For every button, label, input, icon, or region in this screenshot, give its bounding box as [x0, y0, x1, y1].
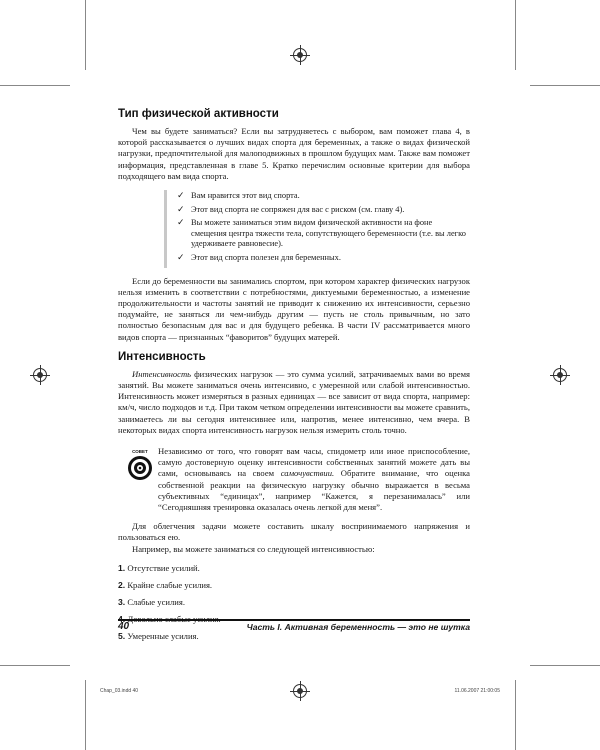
- checklist-item: ✓ Вы можете заниматься этим видом физической активности на фоне смещения центра тяжести тела, сопутствующего беременности (т.е. вы легко удерживаете равновесие).: [177, 218, 466, 249]
- crop-mark: [85, 0, 86, 70]
- tip-text: Независимо от того, что говорят вам часы, спидометр или иное приспособление, самую достоверную оценку интенсивности собственных занятий можете дать вы сами, основываясь на своем самочувствии. Обратите внимание, что оценка собственной реакции на физическую нагрузку обычно выражается в весьма субъективных “единицах”, например “Кажется, я перезанималась” или “Сегодняшняя тренировка оказалась очень легкой для меня”.: [158, 446, 470, 513]
- paragraph: Например, вы можете заниматься со следующей интенсивностью:: [132, 543, 375, 554]
- list-item: 1. Отсутствие усилий.: [118, 562, 200, 573]
- registration-mark-icon: [293, 48, 307, 62]
- checkmark-icon: ✓: [177, 204, 185, 215]
- checklist: [164, 190, 470, 268]
- registration-mark-icon: [553, 368, 567, 382]
- page-number: 40: [118, 621, 130, 632]
- checklist-item: ✓ Этот вид спорта не сопряжен для вас с риском (см. главу 4).: [177, 204, 405, 215]
- crop-mark: [515, 0, 516, 70]
- checkmark-icon: ✓: [177, 252, 185, 263]
- crop-mark: [0, 665, 70, 666]
- crop-mark: [530, 665, 600, 666]
- paragraph: Для облегчения задачи можете составить шкалу воспринимаемого напряжения и пользоваться ею.: [118, 521, 470, 543]
- tip-icon-label: СОВЕТ: [132, 449, 148, 455]
- paragraph: Чем вы будете заниматься? Если вы затрудняетесь с выбором, вам поможет глава 4, в которой рассказывается о лучших видах спорта для беременных, а также о видах физической нагрузки, предпочтительной для малоподвижных в прошлом будущих мам. Также вам поможет информация, представленная в главе 5. Кратко перечислим основные критерии для выбора подходящего вам вида спорта.: [118, 126, 470, 181]
- crop-mark: [0, 85, 70, 86]
- registration-mark-icon: [293, 684, 307, 698]
- list-item: 2. Крайне слабые усилия.: [118, 579, 213, 590]
- slug-left: Chap_03.indd 40: [100, 688, 139, 694]
- registration-mark-icon: [33, 368, 47, 382]
- running-title: Часть I. Активная беременность — это не шутка: [246, 622, 470, 632]
- list-item: 3. Слабые усилия.: [118, 596, 185, 607]
- crop-mark: [515, 680, 516, 750]
- target-tip-icon: [126, 448, 154, 482]
- section-title: Тип физической активности: [118, 108, 279, 120]
- slug-right: 11.06.2007 21:00:05: [454, 688, 500, 694]
- paragraph: Интенсивность физических нагрузок — это сумма усилий, затрачиваемых вами во время занятий. Вы можете заниматься очень интенсивно, с умеренной или слабой интенсивностью. Интенсивность может измеряться в разных единицах — все зависит от вида спорта, например: км/ч, число подходов и т.д. При таком четком определении интенсивности вы можете сравнить, занимаетесь ли вы сегодня интенсивнее или, напротив, менее интенсивно, чем вчера. В некоторых видах спорта интенсивность нагрузок нельзя измерить столь точно.: [118, 368, 470, 435]
- checkmark-icon: ✓: [177, 218, 185, 229]
- checklist-item: ✓ Этот вид спорта полезен для беременных.: [177, 252, 341, 263]
- list-item: 5. Умеренные усилия.: [118, 630, 199, 641]
- checklist-item: ✓ Вам нравится этот вид спорта.: [177, 191, 300, 202]
- crop-mark: [85, 680, 86, 750]
- crop-mark: [530, 85, 600, 86]
- footer-rule: [118, 619, 470, 621]
- section-title: Интенсивность: [118, 350, 206, 363]
- paragraph: Если до беременности вы занимались спортом, при котором характер физических нагрузок нельзя изменить в соответствии с потребностями, диктуемыми беременностью, а изменение продолжительности и частоты занятий не приводит к снижению их интенсивности, серьезно подумайте, не заняться ли чем-нибудь другим — пусть не столь привычным, но зато полностью безопасным для вас и для будущего ребенка. В части IV рассматривается много видов спорта — признанных “фаворитов” будущих матерей.: [118, 275, 470, 342]
- checkmark-icon: ✓: [177, 191, 185, 202]
- tip-box: [118, 446, 470, 513]
- page-body: [118, 108, 470, 648]
